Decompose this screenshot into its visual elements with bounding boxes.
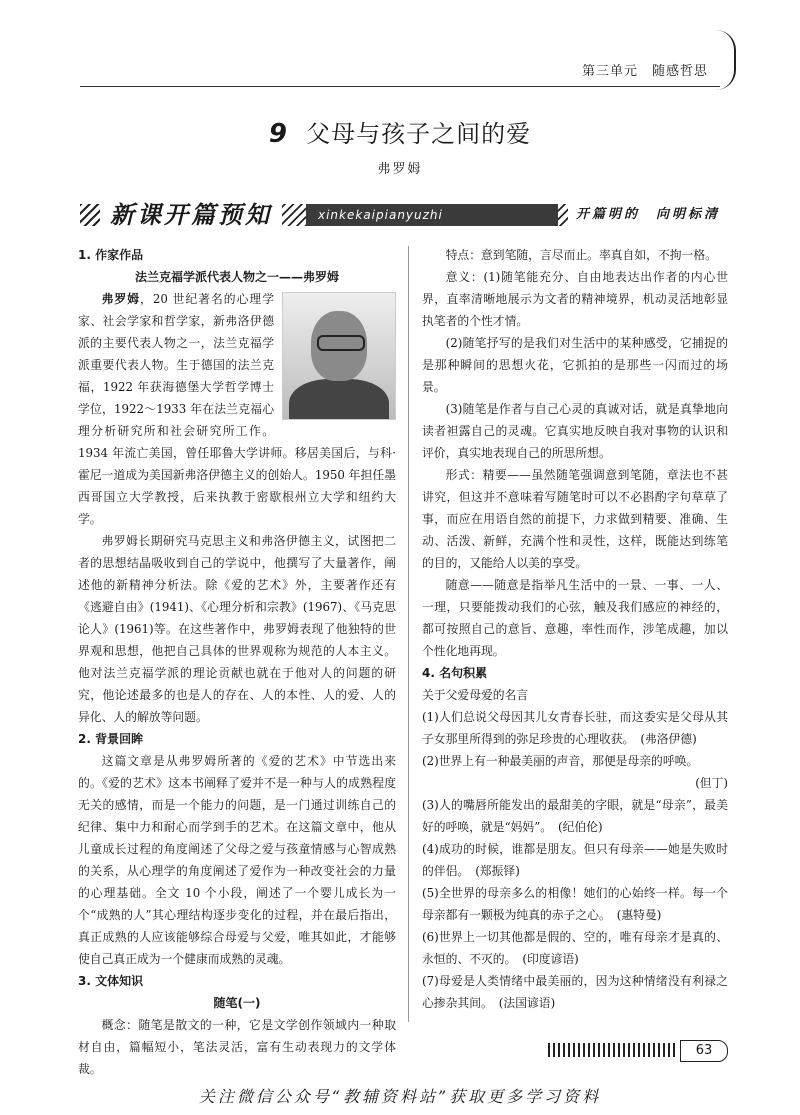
author-name-lead: 弗罗姆 bbox=[101, 292, 141, 306]
quote-source: (但丁) bbox=[695, 776, 728, 790]
header-decoration bbox=[716, 30, 736, 90]
header-rule bbox=[80, 86, 720, 87]
quote-text: (2)世界上有一种最美丽的声音，那便是母亲的呼唤。 bbox=[422, 754, 699, 768]
section-heading-genre: 3. 文体知识 bbox=[78, 974, 144, 988]
unit-header: 第三单元 随感哲思 bbox=[581, 64, 708, 79]
right-column bbox=[422, 244, 728, 1014]
author-portrait-photo bbox=[282, 292, 396, 420]
section-heading-background: 2. 背景回眸 bbox=[78, 732, 144, 746]
footer-note: 关注微信公众号“教辅资料站”获取更多学习资料 bbox=[198, 1087, 602, 1106]
genre-feature-paragraph: 特点：意到笔随，言尽而止。率真自如，不拘一格。 bbox=[445, 248, 717, 262]
left-column bbox=[78, 244, 396, 1080]
quote-item bbox=[422, 970, 728, 1014]
subheading-essay: 随笔(一) bbox=[213, 996, 261, 1010]
quote-item bbox=[422, 838, 728, 882]
quote-text: (6)世界上一切其他都是假的、空的，唯有母亲才是真的、永恒的、不灭的。 bbox=[422, 930, 728, 966]
quote-text: (3)人的嘴唇所能发出的最甜美的字眼，就是“母亲”，最美好的呼唤，就是“妈妈”。 bbox=[422, 798, 728, 834]
genre-concept-paragraph: 概念：随笔是散文的一种，它是文学创作领域内一种取材自由，篇幅短小，笔法灵活，富有生动表现力的文学体裁。 bbox=[78, 1018, 396, 1076]
genre-form-paragraph: 形式：精要——虽然随笔强调意到笔随，章法也不甚讲究，但这并不意味着写随笔时可以不必斟酌字句草草了事，而应在用语自然的前提下，力求做到精要、准确、生动、活泼、新鲜，充满个性和灵性，这样，既能达到练笔的目的，又能给人以美的享受。 bbox=[422, 468, 728, 570]
banner-title: 新课开篇预知 bbox=[100, 198, 282, 232]
photo-glasses-shape bbox=[317, 335, 365, 351]
quote-source: (法国谚语) bbox=[498, 996, 556, 1010]
lesson-author: 弗罗姆 bbox=[377, 162, 423, 177]
quote-item bbox=[422, 750, 728, 772]
genre-meaning-3: (3)随笔是作者与自己心灵的真诚对话，就是真挚地向读者袒露自己的灵魂。它真实地反映自我对事物的认识和评价，真实地表现自己的所思所想。 bbox=[422, 402, 728, 460]
quote-source-line bbox=[422, 772, 728, 794]
quote-text: (4)成功的时候，谁都是朋友。但只有母亲——她是失败时的伴侣。 bbox=[422, 842, 728, 878]
photo-body-shape bbox=[289, 379, 389, 420]
genre-meaning-paragraph: 意义：(1)随笔能充分、自由地表达出作者的内心世界，直率清晰地展示为文者的精神境界，机动灵活地彰显执笔者的个性才情。 bbox=[422, 270, 728, 328]
quote-item bbox=[422, 706, 728, 750]
quote-item bbox=[422, 882, 728, 926]
author-bio-text: ，20 世纪著名的心理学家、社会学家和哲学家，新弗洛伊德派的主要代表人物之一，法兰克福学派重要代表人物。生于德国的法兰克福，1922 年获海德堡大学哲学博士学位，1922～1933 年在法兰克福心理分析研究所和社会研究所工作。1934 年流亡美国，曾任耶鲁大学讲师。移居美国后，与科·霍尼一道成为美国新弗洛伊德主义的创始人。1950 年担任墨西哥国立大学教授，后来执教于密歇根州立大学和纽约大学。 bbox=[78, 292, 396, 526]
lesson-title-row bbox=[0, 114, 800, 149]
quote-text: (1)人们总说父母因其儿女青春长驻，而这委实是父母从其子女那里所得到的弥足珍贵的心理收获。 bbox=[422, 710, 728, 746]
subheading-fromm: 法兰克福学派代表人物之一——弗罗姆 bbox=[134, 270, 339, 284]
genre-meaning-2: (2)随笔抒写的是我们对生活中的某种感受，它捕捉的是那种瞬间的思想火花，它抓拍的是那些一闪而过的场景。 bbox=[422, 336, 728, 394]
quote-text: (7)母爱是人类情绪中最美丽的，因为这种情绪没有利禄之心掺杂其间。 bbox=[422, 974, 728, 1010]
quote-source: (弗洛伊德) bbox=[640, 732, 697, 746]
genre-casual-paragraph: 随意——随意是指举凡生活中的一景、一事、一人、一理，只要能拨动我们的心弦，触及我们感应的神经的，都可按照自己的意旨、意趣，率性而作，涉笔成趣，加以个性化地再现。 bbox=[422, 578, 728, 658]
quote-text: (5)全世界的母亲多么的相像！她们的心始终一样。每一个母亲都有一颗极为纯真的赤子之心。 bbox=[422, 886, 728, 922]
lesson-number: 9 bbox=[268, 119, 287, 149]
page-number: 63 bbox=[680, 1040, 728, 1062]
banner-motto: 开篇明的 向明标清 bbox=[568, 204, 728, 226]
banner-pinyin: xinkekaipianyuzhi bbox=[306, 204, 558, 226]
section-banner bbox=[80, 198, 728, 232]
quote-source: (纪伯伦) bbox=[558, 820, 603, 834]
quote-item bbox=[422, 926, 728, 970]
background-paragraph: 这篇文章是从弗罗姆所著的《爱的艺术》中节选出来的。《爱的艺术》这本书阐释了爱并不是一种与人的成熟程度无关的感情，而是一个能力的问题，是一门通过训练自己的纪律、集中力和耐心而学到手的艺术。在这篇文章中，他从儿童成长过程的角度阐述了父母之爱与孩童情感与心智成熟的关系，从心理学的角度阐述了爱作为一种改变社会的力量的心理基础。全文 10 个小段，阐述了一个婴儿成长为一个“成熟的人”其心理结构逐步变化的过程，并在最后指出，真正成熟的人应该能够综合母爱与父爱，唯其如此，才能够使自己真正成为一个健康而成熟的灵魂。 bbox=[78, 754, 396, 966]
section-heading-quotes: 4. 名句积累 bbox=[422, 666, 488, 680]
quote-source: (郑振铎) bbox=[475, 864, 520, 878]
lesson-title: 父母与孩子之间的爱 bbox=[306, 120, 532, 148]
page-number-block bbox=[548, 1040, 728, 1060]
quote-source: (印度谚语) bbox=[522, 952, 579, 966]
author-research-paragraph: 弗罗姆长期研究马克思主义和弗洛伊德主义，试图把二者的思想结晶吸收到自己的学说中，他撰写了大量著作，阐述他的新精神分析法。除《爱的艺术》外，主要著作还有《逃避自由》(1941)、《心理分析和宗教》(1967)、《马克思论人》(1961)等。在这些著作中，弗罗姆表现了他独特的世界观和思想，他把自己具体的世界观称为规范的人本主义。他对法兰克福学派的理论贡献也就在于他对人的问题的研究，他论述最多的也是人的存在、人的本性、人的爱、人的异化、人的解放等问题。 bbox=[78, 534, 396, 724]
page-number-stripes bbox=[548, 1043, 678, 1057]
quote-item bbox=[422, 794, 728, 838]
quote-source: (惠特曼) bbox=[616, 908, 662, 922]
quotes-intro: 关于父爱母爱的名言 bbox=[422, 688, 529, 702]
section-heading-author-works: 1. 作家作品 bbox=[78, 248, 144, 262]
column-divider bbox=[408, 246, 409, 1022]
